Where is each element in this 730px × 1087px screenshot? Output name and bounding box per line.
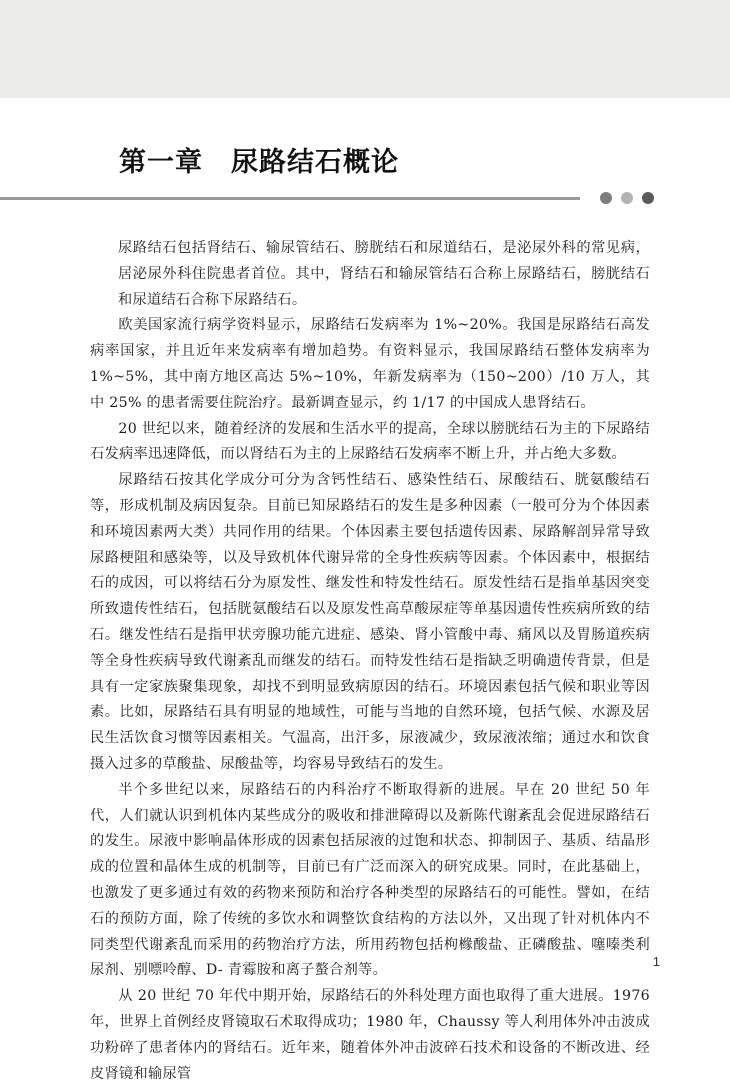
dot-icon <box>600 192 612 204</box>
paragraph: 半个多世纪以来，尿路结石的内科治疗不断取得新的进展。早在 20 世纪 50 年代，人们就认识到机体内某些成分的吸收和排泄障碍以及新陈代谢紊乱会促进尿路结石的发生。尿液中影响晶体形成的因素包括尿液的过饱和状态、抑制因子、基质、结晶形成的位置和晶体生成的机制等，目前已有广泛而深入的研究成果。同时，在此基础上，也激发了更多通过有效的药物来预防和治疗各种类型的尿路结石的可能性。譬如，在结石的预防方面，除了传统的多饮水和调整饮食结构的方法以外，又出现了针对机体内不同类型代谢紊乱而采用的药物治疗方法，所用药物包括枸橼酸盐、正磷酸盐、噻嗪类利尿剂、别嘌呤醇、D- 青霉胺和离子螯合剂等。 <box>90 781 650 979</box>
paragraph: 20 世纪以来，随着经济的发展和生活水平的提高，全球以膀胱结石为主的下尿路结石发病率迅速降低，而以肾结石为主的上尿路结石发病率不断上升，并占绝大多数。 <box>90 420 650 463</box>
paragraph: 从 20 世纪 70 年代中期开始，尿路结石的外科处理方面也取得了重大进展。1976 年，世界上首例经皮肾镜取石术取得成功；1980 年，Chaussy 等人利用体外冲击波成功粉碎了患者体内的肾结石。近年来，随着体外冲击波碎石技术和设备的不断改进、经皮肾镜和输尿管 <box>90 988 650 1082</box>
paragraph: 尿路结石包括肾结石、输尿管结石、膀胱结石和尿道结石，是泌尿外科的常见病，居泌尿外科住院患者首位。其中，肾结石和输尿管结石合称上尿路结石，膀胱结石和尿道结石合称下尿路结石。 <box>118 240 650 308</box>
header-band <box>0 0 730 98</box>
dot-icon <box>621 192 633 204</box>
page-number: 1 <box>652 954 660 969</box>
paragraph: 欧美国家流行病学资料显示，尿路结石发病率为 1%~20%。我国是尿路结石高发病率国家，并且近年来发病率有增加趋势。有资料显示，我国尿路结石整体发病率为 1%~5%，其中南方地区高达 5%~10%，年新发病率为（150~200）/10 万人，其中 25% 的患者需要住院治疗。最新调查显示，约 1/17 的中国成人患肾结石。 <box>90 317 650 411</box>
body-text <box>90 236 650 1087</box>
paragraph: 尿路结石按其化学成分可分为含钙性结石、感染性结石、尿酸结石、胱氨酸结石等，形成机制及病因复杂。目前已知尿路结石的发生是多种因素（一般可分为个体因素和环境因素两大类）共同作用的结果。个体因素主要包括遗传因素、尿路解剖异常导致尿路梗阻和感染等，以及导致机体代谢异常的全身性疾病等因素。个体因素中，根据结石的成因，可以将结石分为原发性、继发性和特发性结石。原发性结石是指单基因突变所致遗传性结石，包括胱氨酸结石以及原发性高草酸尿症等单基因遗传性疾病所致的结石。继发性结石是指甲状旁腺功能亢进症、感染、肾小管酸中毒、痛风以及胃肠道疾病等全身性疾病导致代谢紊乱而继发的结石。而特发性结石是指缺乏明确遗传背景，但是具有一定家族聚集现象，却找不到明显致病原因的结石。环境因素包括气候和职业等因素。比如，尿路结石具有明显的地域性，可能与当地的自然环境，包括气候、水源及居民生活饮食习惯等因素相关。气温高，出汗多，尿液减少，致尿液浓缩；通过水和饮食摄入过多的草酸盐、尿酸盐等，均容易导致结石的发生。 <box>90 472 650 772</box>
decorative-dots <box>600 192 654 204</box>
chapter-title: 第一章 尿路结石概论 <box>119 147 399 178</box>
title-rule <box>0 197 580 200</box>
dot-icon <box>642 192 654 204</box>
